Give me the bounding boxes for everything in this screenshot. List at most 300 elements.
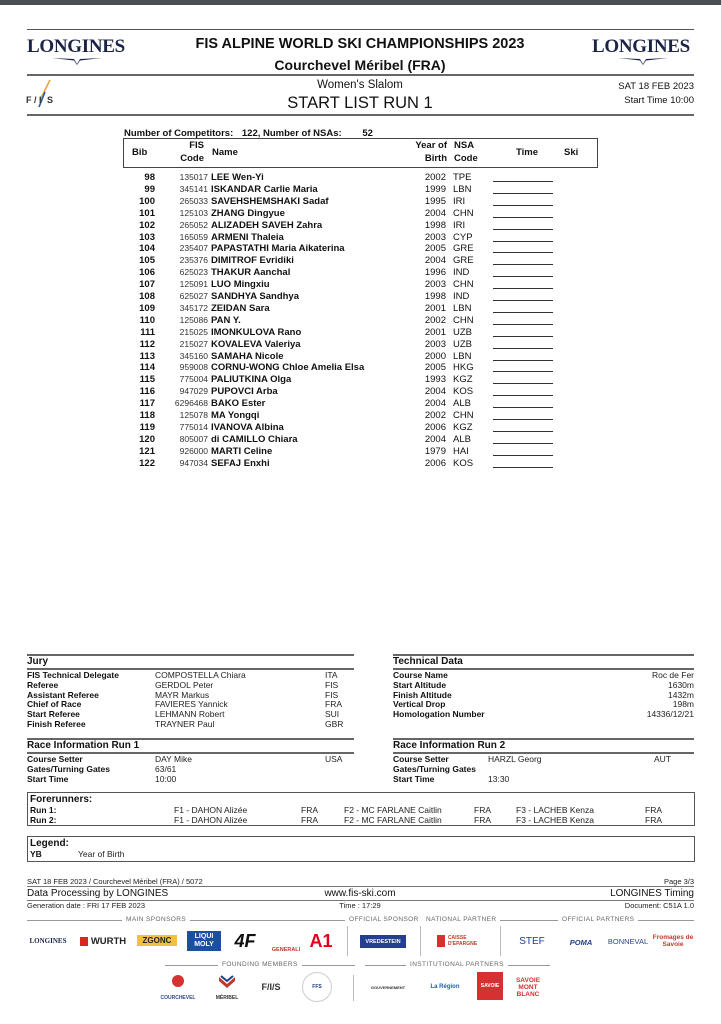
- header-bib: Bib: [132, 147, 148, 158]
- fis-logo-icon: [26, 78, 58, 108]
- time-blank-line: [493, 264, 553, 265]
- fis-code: 235407: [179, 243, 208, 254]
- sponsor-vredestein-logo: VREDESTEIN: [360, 935, 406, 948]
- athlete-name: di CAMILLO Chiara: [211, 433, 298, 445]
- athlete-name: PAPASTATHI Maria Aikaterina: [211, 243, 345, 255]
- run1-title: Race Information Run 1: [27, 740, 140, 751]
- jury-role: Chief of Race: [27, 699, 82, 710]
- bib-number: 111: [140, 326, 155, 338]
- athlete-name: ISKANDAR Carlie Maria: [211, 183, 318, 195]
- footer-page: Page 3/3: [663, 877, 694, 886]
- athlete-name: ZEIDAN Sara: [211, 302, 270, 314]
- table-row: [123, 398, 603, 410]
- fis-code: 947034: [179, 457, 208, 468]
- header-time: Time: [516, 147, 539, 158]
- fis-code: 125078: [179, 410, 208, 420]
- nsa-code: CYP: [453, 231, 473, 243]
- athlete-name: LUO Mingxiu: [211, 279, 270, 291]
- sponsor-poma-logo: POMA: [569, 937, 593, 947]
- athlete-name: SANDHYA Sandhya: [211, 291, 299, 302]
- run2-start-label: Start Time: [393, 774, 435, 784]
- fis-code: 235376: [179, 255, 208, 266]
- table-row: [123, 255, 603, 267]
- document-title: START LIST RUN 1: [287, 94, 433, 112]
- table-row: [123, 374, 603, 386]
- technical-title: Technical Data: [393, 656, 463, 667]
- nsa-count: 52: [362, 128, 373, 139]
- athlete-name: PUPOVCI Arba: [211, 386, 278, 398]
- fis-logo: [26, 78, 58, 108]
- time-blank-line: [493, 336, 553, 337]
- fis-code: 805007: [179, 433, 208, 444]
- institutional-gouvernement-logo: GOUVERNEMENT: [370, 984, 406, 990]
- nsa-code: GRE: [453, 243, 474, 255]
- nsa-code: CHN: [453, 279, 474, 291]
- year-of-birth: 1995: [424, 195, 446, 207]
- founding-members-label: FOUNDING MEMBERS: [218, 961, 302, 968]
- table-row: [123, 243, 603, 255]
- time-blank-line: [493, 193, 553, 194]
- run2-course-setter: HARZL Georg: [488, 754, 542, 764]
- courchevel-text: COURCHEVEL: [160, 995, 196, 1001]
- footer-data-processing: Data Processing by LONGINES: [27, 888, 169, 899]
- time-blank-line: [493, 431, 553, 432]
- athlete-name: THAKUR Aanchal: [211, 267, 291, 279]
- main-sponsors-label: MAIN SPONSORS: [122, 916, 190, 923]
- sponsor-stef-logo: STEF: [519, 935, 545, 947]
- fis-code: 345160: [179, 350, 208, 361]
- athlete-name: ZHANG Dingyue: [211, 207, 285, 219]
- bib-number: 116: [139, 386, 155, 398]
- forerunner-3-nation: FRA: [645, 805, 662, 815]
- institutional-savoie-mont-blanc-logo: SAVOIE MONT BLANC: [515, 976, 541, 998]
- header-name: Name: [212, 147, 238, 158]
- header-bottom-rule: [27, 114, 694, 116]
- athlete-name: ALIZADEH SAVEH Zahra: [211, 219, 323, 231]
- bib-number: 105: [139, 255, 155, 267]
- time-blank-line: [493, 252, 553, 253]
- forerunner-2: F2 - MC FARLANE Caitlin: [344, 805, 442, 815]
- footer-rule-1: [27, 886, 694, 887]
- table-row: [123, 410, 603, 422]
- time-blank-line: [493, 300, 553, 301]
- footer-generation-time: Time : 17:29: [339, 901, 381, 910]
- fis-code: 135017: [179, 172, 208, 182]
- technical-label: Vertical Drop: [393, 699, 446, 710]
- table-row: [123, 184, 603, 196]
- jury-member-nation: FRA: [325, 699, 342, 710]
- time-blank-line: [493, 360, 553, 361]
- run1-course-setter: DAY Mike: [155, 754, 193, 764]
- jury-member-name: TRAYNER Paul: [155, 719, 215, 729]
- sponsor-zgonc-logo: ZGONC: [137, 935, 177, 946]
- table-row: [123, 172, 603, 184]
- year-of-birth: 2003: [424, 279, 446, 291]
- athlete-name: SAMAHA Nicole: [211, 350, 284, 362]
- fis-code: 625023: [179, 267, 208, 278]
- run2-course-setter-nation: AUT: [654, 754, 671, 764]
- nsa-code: UZB: [453, 338, 472, 350]
- run1-start-label: Start Time: [27, 774, 69, 784]
- bib-number: 103: [139, 231, 155, 243]
- founding-courchevel-logo: [160, 975, 196, 1001]
- time-blank-line: [493, 383, 553, 384]
- caisse-epargne-mark-icon: [437, 935, 445, 947]
- viewer-top-bar: [0, 0, 721, 5]
- fis-code: 926000: [179, 445, 208, 456]
- table-row: [123, 386, 603, 398]
- forerunner-1-nation: FRA: [301, 814, 318, 825]
- table-row: [123, 446, 603, 458]
- bib-number: 117: [139, 398, 155, 410]
- time-blank-line: [493, 288, 553, 289]
- founding-fis-logo: F/I/S: [261, 982, 281, 992]
- competitors-label: Number of Competitors:: [124, 128, 234, 139]
- table-row: [123, 362, 603, 374]
- table-row: [123, 339, 603, 351]
- nsa-code: LBN: [453, 183, 472, 195]
- fis-code: 6296468: [174, 398, 208, 409]
- technical-label: Start Altitude: [393, 679, 447, 690]
- forerunners-title: Forerunners:: [30, 794, 93, 805]
- sponsor-bonneval-logo: BONNEVAL: [607, 936, 649, 946]
- athlete-name: SAVEHSHEMSHAKI Sadaf: [211, 195, 329, 207]
- wurth-text: WURTH: [90, 935, 127, 947]
- year-of-birth: 2006: [424, 457, 446, 469]
- nsa-code: LBN: [453, 302, 472, 314]
- fis-code: 215027: [179, 338, 208, 349]
- athlete-name: PALIUTKINA Olga: [211, 374, 292, 386]
- table-row: [123, 291, 603, 303]
- meribel-heart-icon: [218, 975, 236, 989]
- table-row: [123, 351, 603, 363]
- bib-number: 121: [139, 445, 155, 457]
- year-of-birth: 2000: [424, 350, 446, 362]
- header-ski: Ski: [564, 147, 579, 158]
- jury-member-nation: FIS: [325, 679, 339, 690]
- legend-meaning: Year of Birth: [78, 849, 125, 859]
- jury-role: Assistant Referee: [27, 689, 99, 700]
- header-top-rule: [27, 29, 694, 30]
- nsa-code: IND: [453, 291, 470, 302]
- venue-title: Courchevel Méribel (FRA): [274, 57, 446, 73]
- nsa-code: UZB: [453, 326, 472, 338]
- sponsor-fromages-savoie-logo: Fromages de Savoie: [652, 934, 694, 948]
- jury-member-name: MAYR Markus: [155, 689, 210, 700]
- legend-abbr: YB: [30, 849, 42, 859]
- jury-role: Finish Referee: [27, 719, 86, 729]
- nsa-code: KOS: [453, 386, 474, 398]
- jury-role: Start Referee: [27, 709, 80, 720]
- year-of-birth: 2005: [424, 243, 446, 255]
- header-yob-2: Birth: [424, 153, 447, 164]
- table-row: [123, 208, 603, 220]
- time-blank-line: [493, 419, 553, 420]
- athlete-name: LEE Wen-Yi: [211, 172, 264, 183]
- run2-title: Race Information Run 2: [393, 740, 506, 751]
- forerunner-3-nation: FRA: [645, 814, 662, 825]
- nsa-code: IRI: [453, 219, 466, 231]
- forerunner-2-nation: FRA: [474, 814, 491, 825]
- institutional-partners-label: INSTITUTIONAL PARTNERS: [406, 961, 508, 968]
- legend-box: [27, 836, 695, 862]
- year-of-birth: 2005: [424, 362, 446, 374]
- jury-member-nation: GBR: [325, 719, 344, 729]
- jury-member-nation: FIS: [325, 689, 339, 700]
- nsa-code: HAI: [453, 445, 469, 457]
- nsa-code: TPE: [453, 172, 472, 183]
- year-of-birth: 2004: [424, 207, 446, 219]
- time-blank-line: [493, 455, 553, 456]
- official-partners-label: OFFICIAL PARTNERS: [558, 916, 638, 923]
- fis-code: 625027: [179, 291, 208, 301]
- table-header: [123, 138, 598, 168]
- fis-code: 775004: [179, 374, 208, 385]
- nsa-code: IRI: [453, 195, 466, 207]
- bib-number: 104: [139, 243, 155, 255]
- year-of-birth: 2003: [424, 231, 446, 243]
- time-blank-line: [493, 217, 553, 218]
- athlete-name: PAN Y.: [211, 314, 241, 326]
- time-blank-line: [493, 181, 553, 182]
- technical-value: 198m: [672, 699, 694, 710]
- year-of-birth: 1998: [424, 291, 446, 302]
- jury-member-nation: ITA: [325, 670, 338, 680]
- fis-code: 125086: [179, 314, 208, 325]
- nsa-code: HKG: [453, 362, 474, 374]
- technical-value: 1432m: [668, 689, 694, 700]
- year-of-birth: 1993: [424, 374, 446, 386]
- founding-meribel-logo: [212, 975, 242, 1001]
- nsa-code: CHN: [453, 314, 474, 326]
- competitors-count: 122, Number of NSAs:: [241, 128, 342, 139]
- nsa-code: KGZ: [453, 374, 473, 386]
- technical-label: Finish Altitude: [393, 689, 452, 700]
- forerunner-1-nation: FRA: [301, 805, 318, 815]
- jury-member-name: FAVIERES Yannick: [155, 699, 228, 710]
- table-row: [123, 327, 603, 339]
- sponsor-separator: [347, 926, 348, 956]
- table-row: [123, 315, 603, 327]
- jury-role: Referee: [27, 679, 59, 690]
- year-of-birth: 2002: [424, 172, 446, 183]
- fis-code: 265033: [179, 195, 208, 206]
- svg-text:F: F: [26, 95, 32, 105]
- nsa-code: KGZ: [453, 421, 473, 433]
- athlete-name: KOVALEVA Valeriya: [211, 338, 301, 350]
- bib-number: 113: [139, 350, 155, 362]
- forerunner-2-nation: FRA: [474, 805, 491, 815]
- table-row: [123, 196, 603, 208]
- run1-start: 10:00: [155, 774, 177, 784]
- jury-rule-top: [27, 654, 354, 656]
- jury-member-name: LEHMANN Robert: [155, 709, 225, 720]
- fis-code: 165059: [179, 231, 208, 242]
- svg-text:S: S: [47, 95, 54, 105]
- bib-number: 110: [139, 314, 155, 326]
- event-name: Women's Slalom: [317, 79, 403, 91]
- athlete-name: CORNU-WONG Chloe Amelia Elsa: [211, 362, 365, 374]
- time-blank-line: [493, 443, 553, 444]
- sponsor-4f-logo: 4F: [234, 930, 256, 951]
- run2-start: 13:30: [488, 774, 510, 784]
- technical-value: 14336/12/21: [646, 709, 694, 720]
- nsa-code: KOS: [453, 457, 474, 469]
- fis-code: 125103: [179, 207, 208, 218]
- technical-value: 1630m: [668, 679, 694, 690]
- bib-number: 119: [139, 421, 155, 433]
- caisse-epargne-text: CAISSE D'EPARGNE: [447, 935, 478, 947]
- fis-code: 265052: [179, 219, 208, 230]
- year-of-birth: 2002: [424, 314, 446, 326]
- bib-number: 118: [139, 410, 155, 421]
- bib-number: 114: [139, 362, 155, 374]
- footer-timing: LONGINES Timing: [610, 888, 694, 899]
- svg-text:/: /: [34, 95, 37, 105]
- table-row: [123, 458, 603, 470]
- header-fis-code-2: Code: [180, 153, 204, 164]
- jury-member-name: GERDOL Peter: [155, 679, 214, 690]
- header-nsa-2: Code: [454, 153, 478, 164]
- table-row: [123, 232, 603, 244]
- footer-website-link[interactable]: www.fis-ski.com: [324, 888, 396, 899]
- svg-text:I: I: [39, 95, 42, 105]
- nsa-code: LBN: [453, 350, 472, 362]
- bib-number: 120: [139, 433, 155, 445]
- jury-member-name: COMPOSTELLA Chiara: [155, 670, 246, 680]
- technical-label: Course Name: [393, 670, 448, 680]
- athlete-name: IVANOVA Albina: [211, 421, 284, 433]
- nsa-code: ALB: [453, 433, 471, 445]
- table-row: [123, 303, 603, 315]
- nsa-code: GRE: [453, 255, 474, 267]
- year-of-birth: 2004: [424, 433, 446, 445]
- event-start-time: Start Time 10:00: [624, 95, 694, 106]
- sponsor-separator: [500, 926, 501, 956]
- institutional-savoie-logo: SAVOIE: [477, 972, 503, 1000]
- legend-title: Legend:: [30, 838, 69, 849]
- year-of-birth: 2001: [424, 302, 446, 314]
- time-blank-line: [493, 324, 553, 325]
- technical-value: Roc de Fer: [651, 670, 694, 680]
- time-blank-line: [493, 395, 553, 396]
- fis-code: 125091: [179, 279, 208, 290]
- athlete-name: BAKO Ester: [211, 398, 266, 410]
- athlete-name: MA Yongqi: [211, 410, 260, 421]
- time-blank-line: [493, 467, 553, 468]
- bib-number: 122: [139, 457, 155, 469]
- bib-number: 107: [139, 279, 155, 291]
- technical-label: Homologation Number: [393, 709, 485, 720]
- year-of-birth: 1996: [424, 267, 446, 279]
- time-blank-line: [493, 241, 553, 242]
- longines-wings-icon: [52, 57, 102, 65]
- nsa-code: IND: [453, 267, 470, 279]
- official-sponsor-label: OFFICIAL SPONSOR: [345, 916, 423, 923]
- athlete-name: DIMITROF Evridiki: [211, 255, 294, 267]
- bib-number: 108: [139, 291, 155, 302]
- year-of-birth: 2002: [424, 410, 446, 421]
- bib-number: 100: [139, 195, 155, 207]
- run2-course-setter-label: Course Setter: [393, 754, 449, 764]
- longines-wings-icon: [618, 57, 668, 65]
- bib-number: 109: [139, 302, 155, 314]
- longines-logo-left: LONGINES: [27, 36, 125, 57]
- bib-number: 106: [139, 267, 155, 279]
- year-of-birth: 2004: [424, 398, 446, 410]
- fis-code: 345141: [179, 183, 208, 194]
- sponsor-wurth-logo: [78, 933, 128, 949]
- table-row: [123, 422, 603, 434]
- fis-code: 947029: [179, 386, 208, 397]
- run1-gates-label: Gates/Turning Gates: [27, 764, 110, 774]
- fis-code: 215025: [179, 326, 208, 337]
- founding-ffs-logo: FFS: [302, 972, 332, 1002]
- institutional-region-logo: La Région: [430, 984, 460, 990]
- time-blank-line: [493, 205, 553, 206]
- nsa-code: CHN: [453, 207, 474, 219]
- bib-number: 98: [144, 172, 155, 183]
- run1-gates: 63/61: [155, 764, 177, 774]
- fis-code: 345172: [179, 302, 208, 313]
- year-of-birth: 2004: [424, 386, 446, 398]
- sponsor-caisse-epargne-logo: [437, 933, 487, 949]
- year-of-birth: 2006: [424, 421, 446, 433]
- national-partner-label: NATIONAL PARTNER: [422, 916, 500, 923]
- jury-role: FIS Technical Delegate: [27, 670, 119, 680]
- athlete-name: MARTI Celine: [211, 445, 273, 457]
- forerunner-run-label: Run 2:: [30, 814, 57, 825]
- longines-logo-right: LONGINES: [592, 36, 690, 57]
- year-of-birth: 2004: [424, 255, 446, 267]
- forerunner-2: F2 - MC FARLANE Caitlin: [344, 814, 442, 825]
- fis-code: 775014: [179, 421, 208, 432]
- championship-title: FIS ALPINE WORLD SKI CHAMPIONSHIPS 2023: [195, 36, 525, 52]
- year-of-birth: 1999: [424, 183, 446, 195]
- time-blank-line: [493, 348, 553, 349]
- header-nsa-1: NSA: [454, 140, 475, 151]
- nsa-code: ALB: [453, 398, 471, 410]
- time-blank-line: [493, 371, 553, 372]
- athlete-name: IMONKULOVA Rano: [211, 326, 302, 338]
- time-blank-line: [493, 407, 553, 408]
- forerunner-run-label: Run 1:: [30, 805, 57, 815]
- fis-code: 959008: [179, 362, 208, 373]
- header-yob-1: Year of: [415, 140, 447, 151]
- run1-course-setter-label: Course Setter: [27, 754, 83, 764]
- athlete-name: SEFAJ Enxhi: [211, 457, 270, 469]
- run2-gates-label: Gates/Turning Gates: [393, 764, 476, 774]
- bib-number: 99: [144, 183, 155, 195]
- event-date: SAT 18 FEB 2023: [618, 81, 694, 92]
- footer-document-id: Document: C51A 1.0: [624, 901, 694, 910]
- year-of-birth: 1979: [424, 445, 446, 457]
- table-row: [123, 279, 603, 291]
- jury-member-nation: SUI: [325, 709, 340, 720]
- table-row: [123, 267, 603, 279]
- forerunner-3: F3 - LACHEB Kenza: [516, 805, 594, 815]
- header-mid-rule: [27, 74, 694, 76]
- forerunner-1: F1 - DAHON Alizée: [174, 814, 248, 825]
- sponsor-separator: [420, 926, 421, 956]
- header-fis-code-1: FIS: [189, 140, 204, 151]
- courchevel-emblem-icon: [172, 975, 184, 987]
- forerunner-3: F3 - LACHEB Kenza: [516, 814, 594, 825]
- bib-number: 101: [139, 207, 155, 219]
- table-row: [123, 434, 603, 446]
- year-of-birth: 2001: [424, 326, 446, 338]
- meribel-text: MÉRIBEL: [215, 995, 239, 1001]
